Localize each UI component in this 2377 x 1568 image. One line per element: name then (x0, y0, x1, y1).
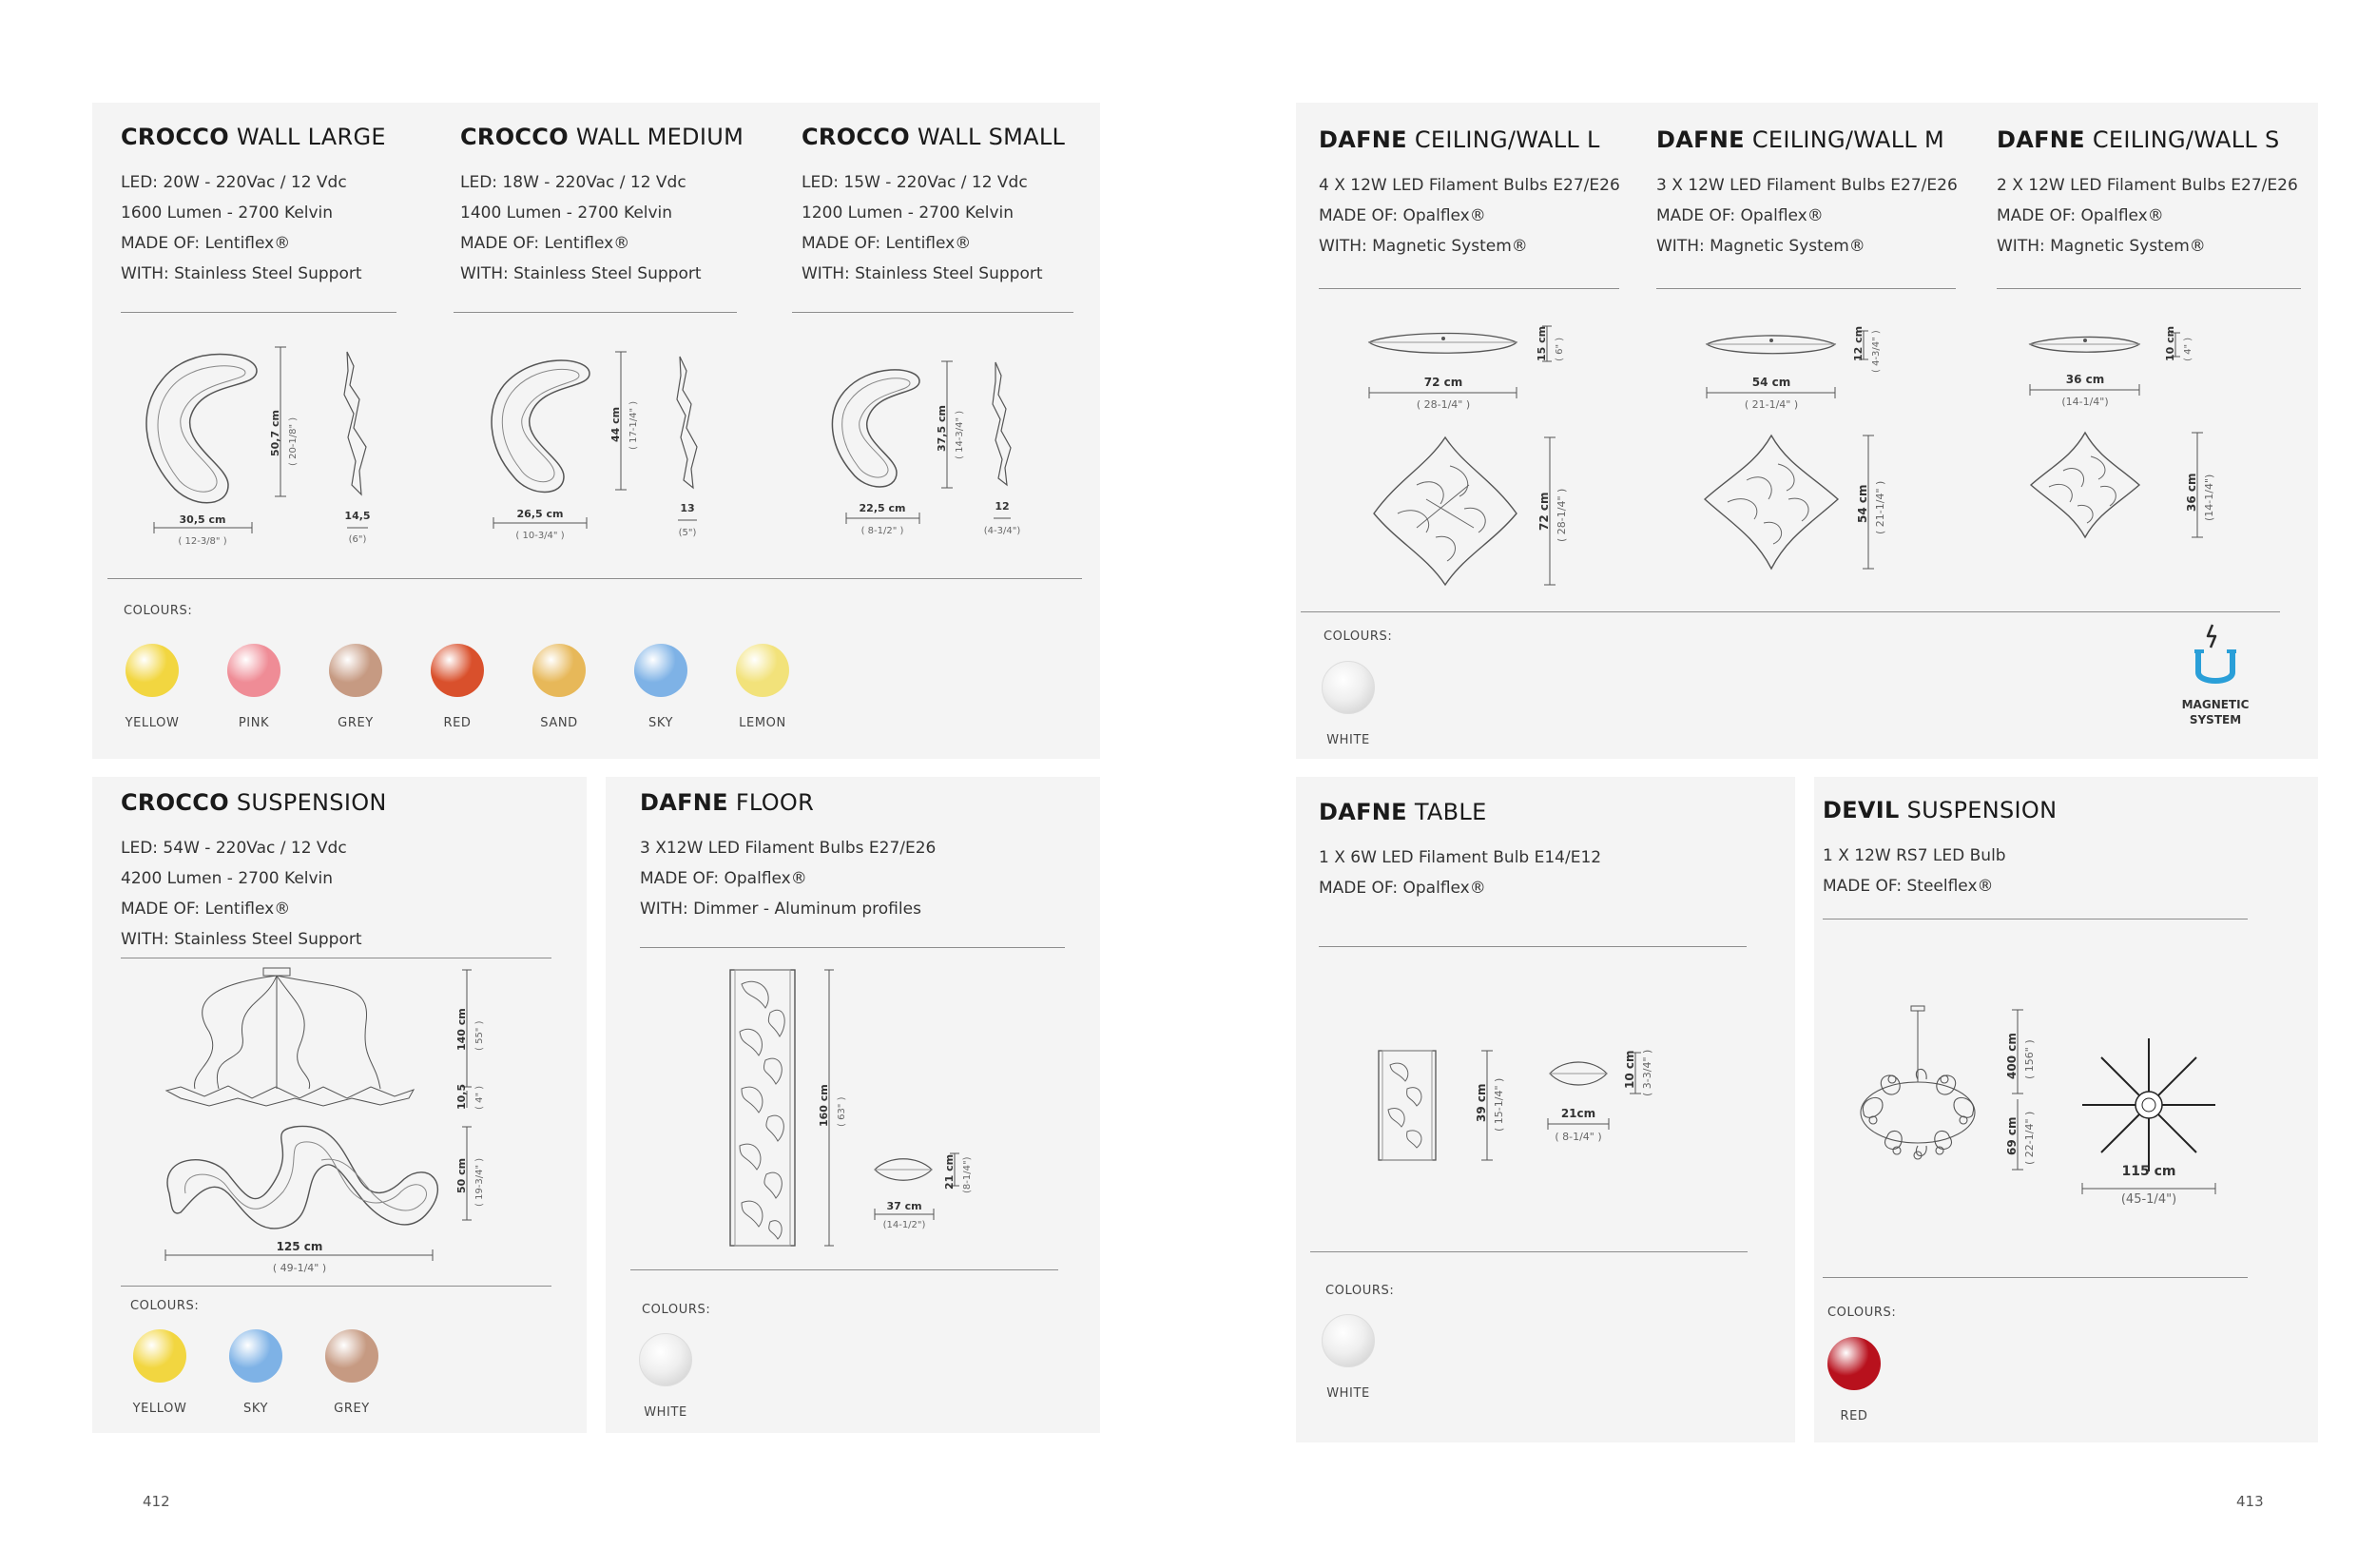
product-specs: LED: 18W - 220Vac / 12 Vdc 1400 Lumen - 2700 Kelvin MADE OF: Lentiflex® WITH: Stainless Steel Support (460, 173, 702, 283)
crocco-wall-large-drawing (133, 342, 399, 561)
dafne-ceiling-s-drawing (2020, 323, 2249, 599)
dim-depth-in: (6") (348, 534, 367, 545)
dim-width-in: ( 8-1/4" ) (1555, 1131, 1602, 1143)
dim-depth-in: ( 19-3/4" ) (474, 1157, 485, 1207)
dim-height: 160 cm (818, 1084, 830, 1127)
dim-size-in: (14-1/4") (2203, 474, 2215, 521)
product-title: CROCCO WALL LARGE (121, 124, 386, 150)
colour-ball (329, 644, 382, 697)
colour-ball (325, 1329, 378, 1383)
dim-thickness: 10,5 (455, 1083, 468, 1110)
colour-label: SKY (647, 716, 674, 730)
dim-body: 69 cm (2005, 1116, 2019, 1155)
product-title: CROCCO WALL MEDIUM (460, 124, 744, 150)
dim-height-in: ( 6" ) (1555, 337, 1565, 361)
colour-swatch-red (410, 644, 505, 730)
dim-width-in: (45-1/4") (2120, 1192, 2177, 1207)
colour-swatch-grey (308, 644, 403, 730)
dim-body-in: ( 22-1/4" ) (2023, 1111, 2036, 1165)
dim-height-in: ( 14-3/4" ) (955, 410, 965, 459)
product-specs: 3 X12W LED Filament Bulbs E27/E26 MADE OF: Opalflex® WITH: Dimmer - Aluminum profiles (640, 839, 937, 919)
colour-label: PINK (238, 716, 270, 730)
divider (1997, 288, 2301, 289)
dim-height-in: ( 156" ) (2023, 1039, 2036, 1079)
colours-heading: COLOURS: (130, 1299, 200, 1313)
colour-label: WHITE (1326, 733, 1370, 747)
product-title: DEVIL SUSPENSION (1823, 797, 2058, 823)
dim-width: 37 cm (886, 1200, 922, 1212)
divider (1319, 946, 1747, 947)
devil-suspension (1823, 797, 2057, 901)
product-title: DAFNE CEILING/WALL M (1656, 126, 1945, 153)
dafne-table-drawing (1369, 1041, 1692, 1174)
crocco-wall-medium (460, 124, 744, 289)
dim-height: 10 cm (2164, 325, 2176, 361)
dafne-ceiling-l (1319, 126, 1620, 261)
colour-swatch-white (1301, 1314, 1396, 1401)
colours-heading: COLOURS: (1325, 1284, 1395, 1298)
dim-depth-in: (4-3/4") (983, 526, 1021, 536)
dim-height: 39 cm (1475, 1083, 1488, 1122)
colours-heading: COLOURS: (124, 604, 193, 618)
page-number-left: 412 (143, 1493, 170, 1510)
dim-size: 54 cm (1856, 484, 1869, 523)
dafne-floor (640, 789, 936, 924)
crocco-wall-small (802, 124, 1065, 289)
colour-label: GREY (338, 716, 374, 730)
product-specs: 1 X 12W RS7 LED Bulb MADE OF: Steelflex® (1823, 846, 2006, 896)
dim-height-in: ( 4" ) (2183, 337, 2193, 361)
dim-depth: 14,5 (344, 510, 371, 522)
colour-ball (736, 644, 789, 697)
magnetic-label: MAGNETIC SYSTEM (2181, 698, 2250, 726)
dim-height: 140 cm (455, 1008, 468, 1051)
product-specs: LED: 20W - 220Vac / 12 Vdc 1600 Lumen - 2700 Kelvin MADE OF: Lentiflex® WITH: Stainless Steel Support (121, 173, 362, 283)
product-specs: 3 X 12W LED Filament Bulbs E27/E26 MADE OF: Opalflex® WITH: Magnetic System® (1656, 176, 1958, 256)
dim-width: 54 cm (1751, 376, 1791, 389)
colour-swatch-yellow (105, 644, 200, 730)
dafne-ceiling-m (1656, 126, 1958, 261)
dim-height: 15 cm (1536, 325, 1548, 361)
product-title: CROCCO SUSPENSION (121, 789, 387, 816)
dafne-ceiling-s (1997, 126, 2298, 261)
product-specs: LED: 15W - 220Vac / 12 Vdc 1200 Lumen - 2700 Kelvin MADE OF: Lentiflex® WITH: Stainless Steel Support (802, 173, 1043, 283)
colour-swatch-sand (512, 644, 607, 730)
dim-depth: 21 cm (943, 1153, 956, 1190)
colour-label: RED (443, 716, 472, 730)
crocco-suspension-drawing (152, 965, 504, 1279)
dim-width-in: ( 28-1/4" ) (1416, 398, 1471, 411)
crocco-wall-medium-drawing (480, 347, 737, 556)
colour-swatch-sky (613, 644, 708, 730)
colour-label: LEMON (739, 716, 786, 730)
dim-depth: 12 (995, 500, 1010, 513)
colour-label: WHITE (644, 1405, 687, 1420)
dim-width: 125 cm (276, 1240, 323, 1253)
dim-width: 72 cm (1423, 376, 1463, 389)
colour-ball (532, 644, 586, 697)
dim-width: 115 cm (2121, 1164, 2176, 1179)
dim-depth-in: ( 3-3/4" ) (1641, 1049, 1653, 1096)
colour-ball (639, 1333, 692, 1386)
dafne-floor-drawing (723, 965, 1008, 1250)
colour-label: SKY (242, 1402, 269, 1416)
dim-width: 21cm (1560, 1107, 1596, 1120)
dim-size: 36 cm (2185, 473, 2198, 512)
dafne-table (1319, 799, 1601, 903)
page-number-right: 413 (2236, 1493, 2264, 1510)
product-title: CROCCO WALL SMALL (802, 124, 1066, 150)
product-specs: LED: 54W - 220Vac / 12 Vdc 4200 Lumen - 2700 Kelvin MADE OF: Lentiflex® WITH: Stainless Steel Support (121, 839, 362, 949)
divider (107, 578, 1082, 579)
dim-thickness-in: ( 4" ) (474, 1085, 485, 1110)
product-specs: 4 X 12W LED Filament Bulbs E27/E26 MADE OF: Opalflex® WITH: Magnetic System® (1319, 176, 1620, 256)
dim-height-in: ( 15-1/4" ) (1493, 1077, 1505, 1132)
divider (1301, 611, 2280, 612)
crocco-wall-small-drawing (822, 357, 1070, 556)
magnet-icon (2187, 623, 2244, 691)
divider (1823, 919, 2248, 920)
divider (1823, 1277, 2248, 1278)
dim-height: 50,7 cm (269, 410, 281, 456)
dim-width-in: ( 12-3/8" ) (178, 536, 227, 547)
colour-swatch-sky (208, 1329, 303, 1416)
colour-label: GREY (334, 1402, 370, 1416)
colour-swatch-grey (304, 1329, 399, 1416)
divider (792, 312, 1073, 313)
product-title: DAFNE CEILING/WALL L (1319, 126, 1600, 153)
divider (640, 947, 1065, 948)
divider (1319, 288, 1619, 289)
dim-width: 26,5 cm (516, 508, 564, 520)
crocco-suspension (121, 789, 387, 955)
dafne-ceiling-l-drawing (1360, 323, 1588, 599)
colours-heading: COLOURS: (1324, 629, 1393, 644)
dim-depth: 50 cm (455, 1157, 468, 1193)
colour-swatch-pink (206, 644, 301, 730)
dim-height: 44 cm (609, 406, 622, 442)
colour-label: YELLOW (132, 1402, 187, 1416)
divider (454, 312, 737, 313)
colour-label: WHITE (1326, 1386, 1370, 1401)
crocco-wall-large (121, 124, 386, 289)
colour-swatch-yellow (112, 1329, 207, 1416)
product-title: DAFNE FLOOR (640, 789, 815, 816)
dim-height: 12 cm (1852, 325, 1865, 361)
dim-width: 30,5 cm (179, 513, 226, 526)
product-title: DAFNE TABLE (1319, 799, 1487, 825)
colour-label: RED (1840, 1409, 1868, 1423)
product-specs: 1 X 6W LED Filament Bulb E14/E12 MADE OF: Opalflex® (1319, 848, 1602, 898)
colour-ball (1827, 1337, 1881, 1390)
dafne-ceiling-m-drawing (1697, 323, 1925, 599)
dim-size-in: ( 28-1/4" ) (1556, 488, 1568, 542)
colour-ball (126, 644, 179, 697)
colour-swatch-white (1301, 661, 1396, 747)
colour-label: YELLOW (125, 716, 180, 730)
colour-ball (1322, 661, 1375, 714)
colour-ball (634, 644, 687, 697)
product-title: DAFNE CEILING/WALL S (1997, 126, 2280, 153)
dim-width-in: ( 21-1/4" ) (1744, 398, 1799, 411)
dim-depth-in: (8-1/4") (962, 1156, 973, 1193)
dim-height: 37,5 cm (936, 405, 948, 452)
colour-swatch-white (618, 1333, 713, 1420)
devil-width-dim (2082, 1164, 2215, 1207)
colours-heading: COLOURS: (642, 1303, 711, 1317)
dim-width-in: (14-1/2") (882, 1220, 926, 1230)
divider (1310, 1251, 1748, 1252)
colour-ball (227, 644, 280, 697)
colour-ball (229, 1329, 282, 1383)
colour-ball (431, 644, 484, 697)
divider (1656, 288, 1956, 289)
dim-width-in: ( 10-3/4" ) (515, 531, 565, 541)
dim-size: 72 cm (1537, 492, 1551, 531)
magnetic-system-badge (2168, 623, 2263, 727)
dim-depth: 10 cm (1623, 1050, 1636, 1089)
dim-height-in: ( 20-1/8" ) (288, 416, 299, 466)
dim-height: 400 cm (2005, 1033, 2019, 1079)
dim-height-in: ( 55" ) (474, 1020, 485, 1051)
colour-label: SAND (540, 716, 578, 730)
dim-depth-in: (5") (678, 528, 697, 538)
colour-ball (133, 1329, 186, 1383)
dim-width-in: ( 49-1/4" ) (272, 1262, 327, 1274)
colour-swatch-lemon (715, 644, 810, 730)
dim-width: 22,5 cm (859, 502, 906, 514)
colours-heading: COLOURS: (1827, 1306, 1897, 1320)
dim-size-in: ( 21-1/4" ) (1874, 480, 1886, 534)
colour-ball (1322, 1314, 1375, 1367)
dim-height-in: ( 63" ) (837, 1096, 847, 1127)
dim-height-in: ( 17-1/4" ) (628, 400, 639, 450)
dim-width-in: (14-1/4") (2061, 396, 2109, 408)
divider (630, 1269, 1058, 1270)
dim-width: 36 cm (2065, 373, 2105, 386)
dim-height-in: ( 4-3/4" ) (1871, 330, 1882, 373)
product-specs: 2 X 12W LED Filament Bulbs E27/E26 MADE OF: Opalflex® WITH: Magnetic System® (1997, 176, 2298, 256)
divider (121, 1286, 551, 1287)
dim-depth: 13 (680, 502, 695, 514)
dim-width-in: ( 8-1/2" ) (860, 526, 904, 536)
divider (121, 312, 396, 313)
colour-swatch-red (1807, 1337, 1902, 1423)
